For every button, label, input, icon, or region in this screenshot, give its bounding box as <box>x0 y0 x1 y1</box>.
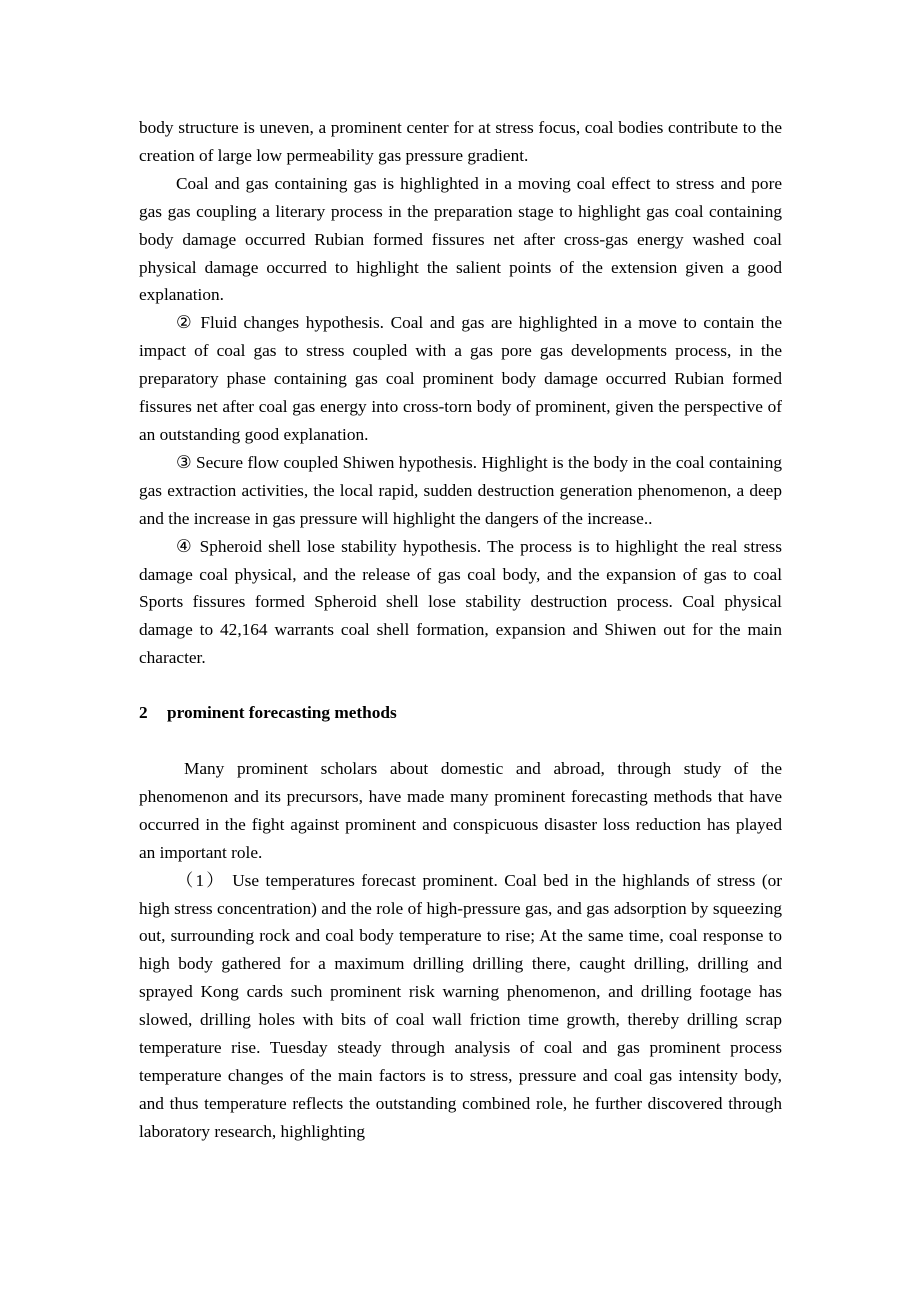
paragraph: ④ Spheroid shell lose stability hypothesis. The process is to highlight the real stress damage coal physical, and the release of gas coal body, and the expansion of gas to coal Sports fissures formed Spheroid shell lose stability destruction process. Coal physical damage to 42,164 warrants coal shell formation, expansion and Shiwen out for the main character. <box>139 536 782 668</box>
section-number: 2 <box>139 703 148 723</box>
paragraph: body structure is uneven, a prominent center for at stress focus, coal bodies contribute to the creation of large low permeability gas pressure gradient. <box>139 118 782 165</box>
paragraph: （1） Use temperatures forecast prominent. Coal bed in the highlands of stress (or high stress concentration) and the role of high-pressure gas, and gas adsorption by squeezing out, surrounding rock and coal body temperature to rise; At the same time, coal response to high body gathered for a maximum drilling drilling there, caught drilling, drilling and sprayed Kong cards such prominent risk warning phenomenon, and drilling footage has slowed, drilling holes with bits of coal wall friction time growth, thereby drilling scrap temperature rise. Tuesday steady through analysis of coal and gas prominent process temperature changes of the main factors is to stress, pressure and coal gas intensity body, and thus temperature reflects the outstanding combined role, he further discovered through laboratory research, highlighting <box>139 870 782 1141</box>
section-heading <box>139 699 782 727</box>
paragraph: Coal and gas containing gas is highlighted in a moving coal effect to stress and pore gas gas coupling a literary process in the preparation stage to highlight gas coal containing body damage occurred Rubian formed fissures net after cross-gas energy washed coal physical damage occurred to highlight the salient points of the extension given a good explanation. <box>139 173 782 305</box>
section-title: prominent forecasting methods <box>167 703 397 723</box>
paragraph: ③ Secure flow coupled Shiwen hypothesis. Highlight is the body in the coal containing gas extraction activities, the local rapid, sudden destruction generation phenomenon, a deep and the increase in gas pressure will highlight the dangers of the increase.. <box>139 452 782 528</box>
document-page <box>139 114 782 1146</box>
paragraph: ② Fluid changes hypothesis. Coal and gas are highlighted in a move to contain the impact of coal gas to stress coupled with a gas pore gas developments process, in the preparatory phase containing gas coal prominent body damage occurred Rubian formed fissures net after coal gas energy into cross-torn body of prominent, given the perspective of an outstanding good explanation. <box>139 313 782 444</box>
paragraph: Many prominent scholars about domestic and abroad, through study of the phenomenon and its precursors, have made many prominent forecasting methods that have occurred in the fight against prominent and conspicuous disaster loss reduction has played an important role. <box>139 759 782 862</box>
